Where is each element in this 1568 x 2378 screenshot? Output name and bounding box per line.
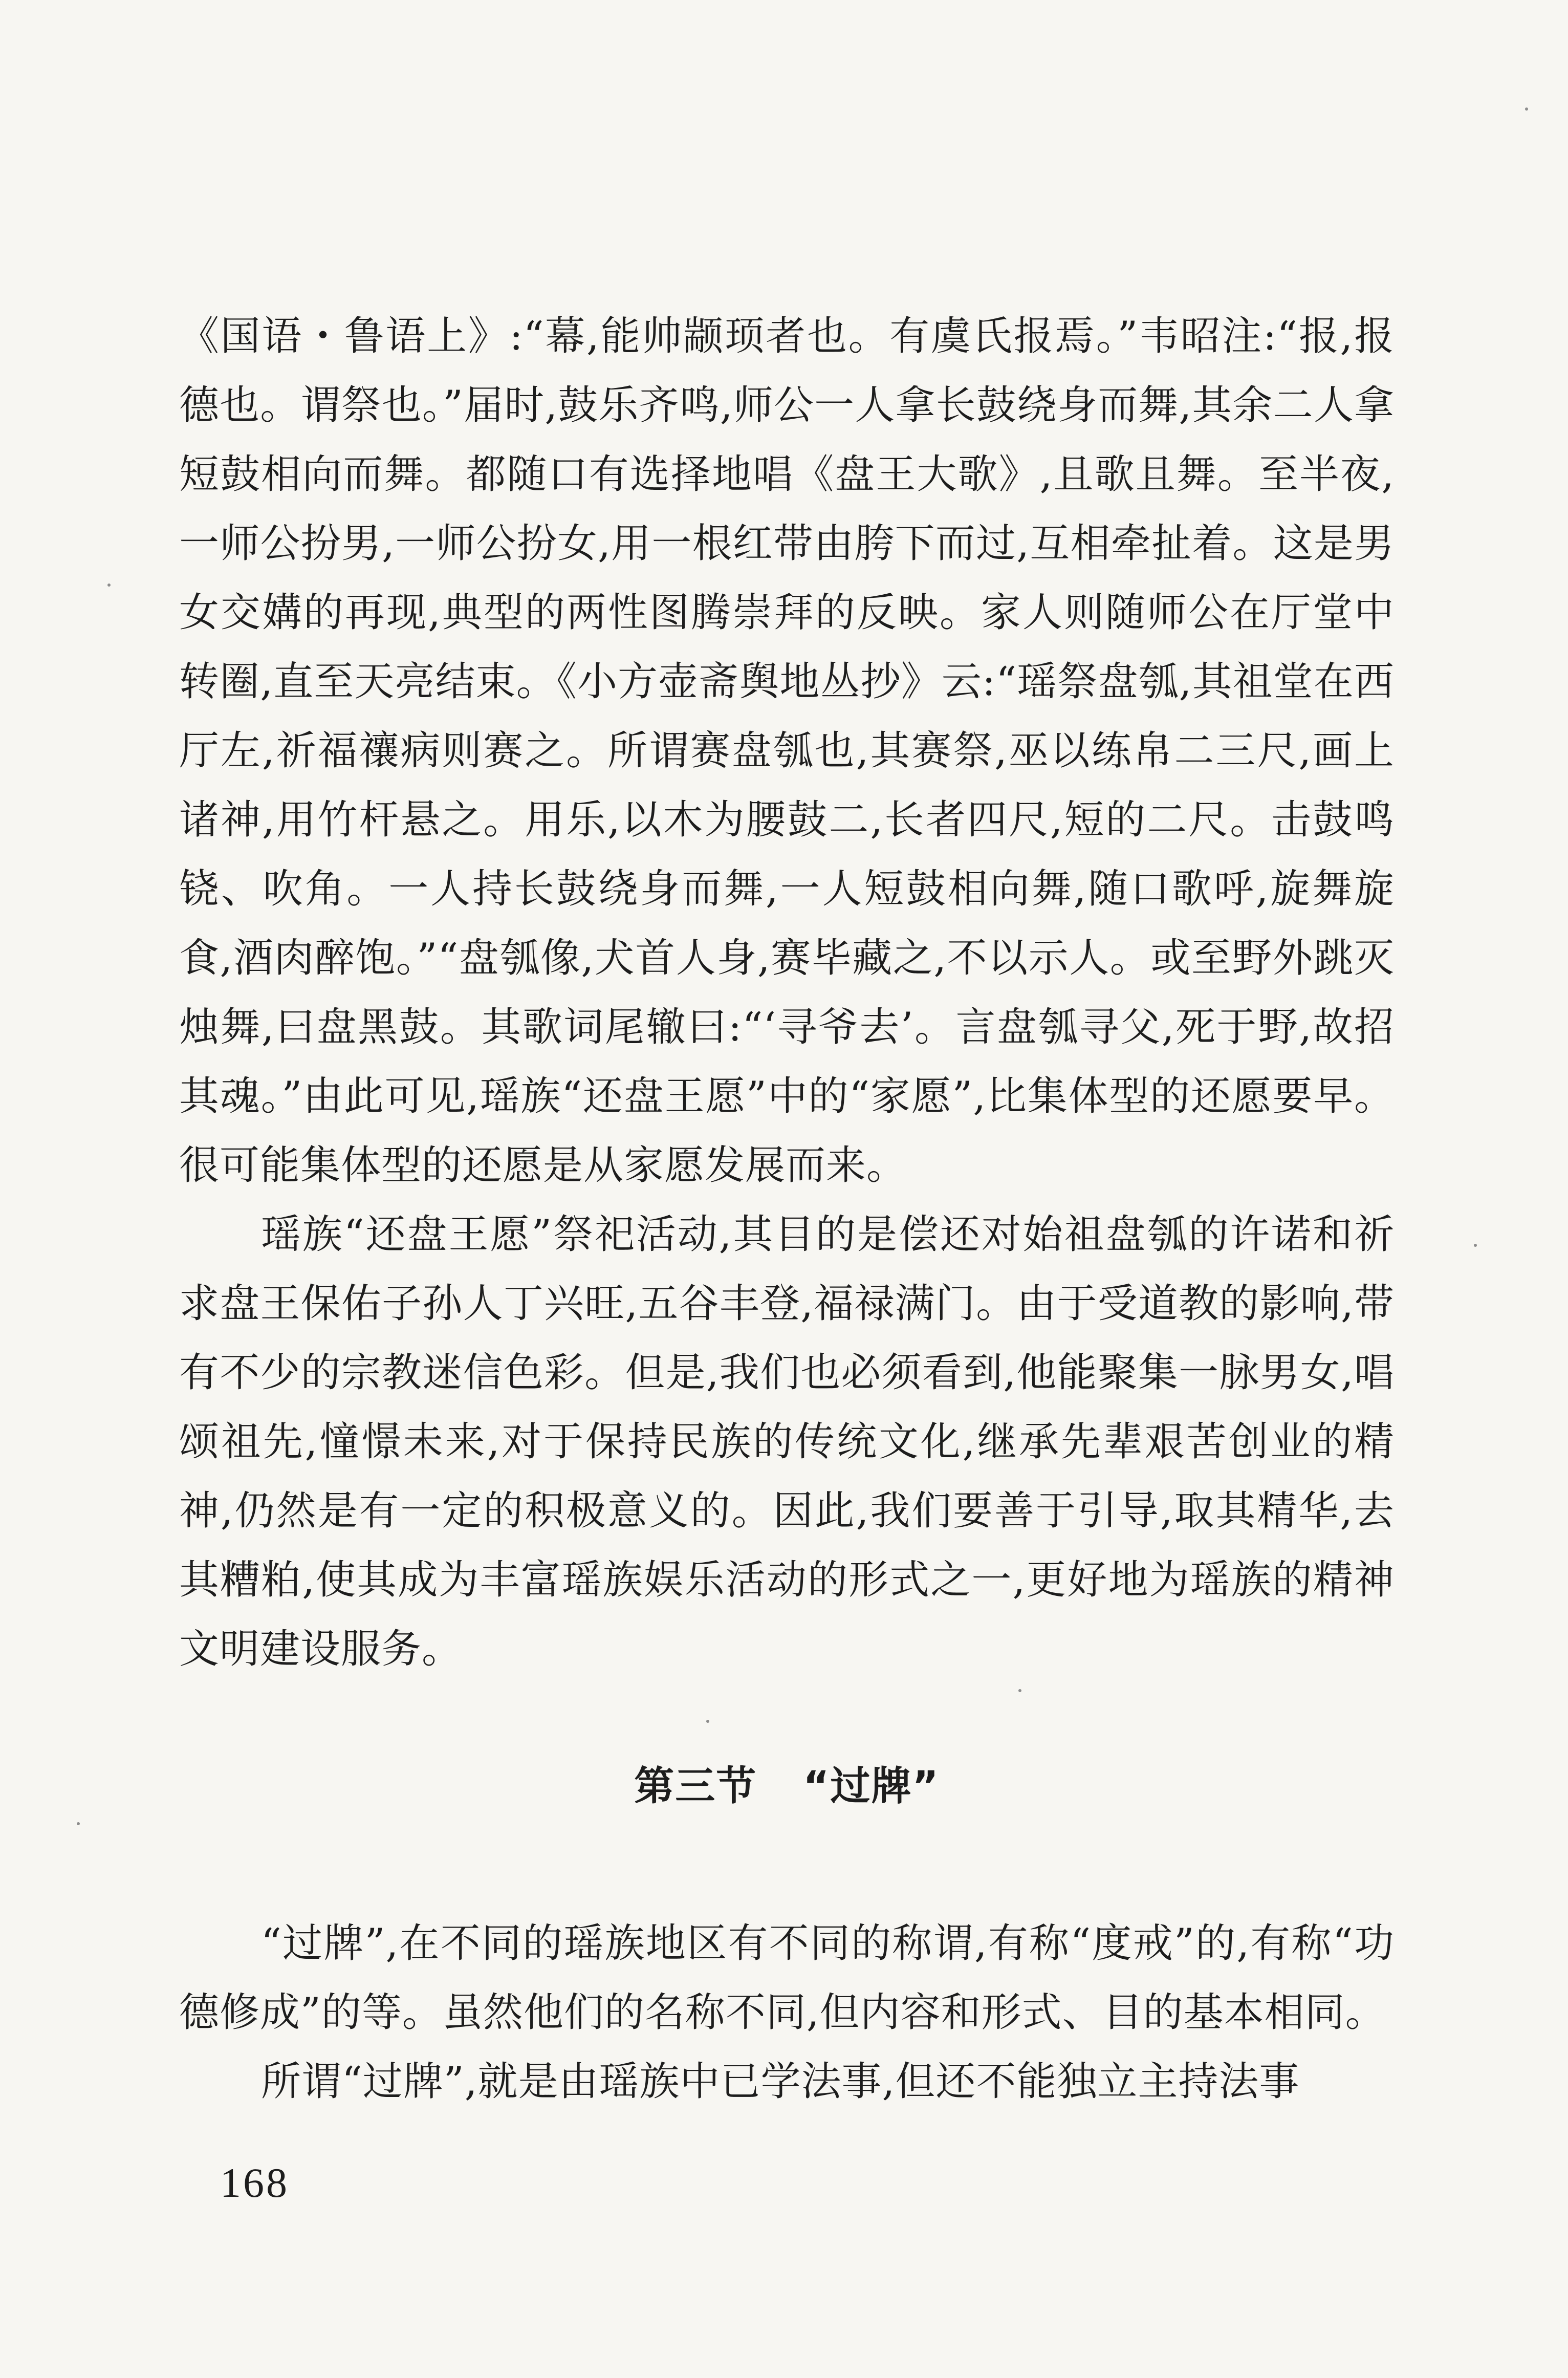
section-title: “过牌” <box>803 1763 940 1809</box>
paragraph-2: 瑶族“还盘王愿”祭祀活动,其目的是偿还对始祖盘瓠的许诺和祈求盘王保佑子孙人丁兴旺,五谷丰登,福禄满门。由于受道教的影响,带有不少的宗教迷信色彩。但是,我们也必须看到,他能聚集一脉男女,唱颂祖先,憧憬未来,对于保持民族的传统文化,继承先辈艰苦创业的精神,仍然是有一定的积极意义的。因此,我们要善于引导,取其精华,去其糟粕,使其成为丰富瑶族娱乐活动的形式之一,更好地为瑶族的精神文明建设服务。 <box>179 1212 1395 1672</box>
section-paragraph-1: “过牌”,在不同的瑶族地区有不同的称谓,有称“度戒”的,有称“功德修成”的等。虽然他们的名称不同,但内容和形式、目的基本相同。 <box>179 1920 1395 2036</box>
section-heading <box>179 1756 1395 1817</box>
scan-speck <box>706 1720 709 1723</box>
scan-speck <box>1525 107 1528 111</box>
paragraph-1: 《国语・鲁语上》:“幕,能帅颛顼者也。有虞氏报焉。”韦昭注:“报,报德也。谓祭也。”届时,鼓乐齐鸣,师公一人拿长鼓绕身而舞,其余二人拿短鼓相向而舞。都随口有选择地唱《盘王大歌》,且歌且舞。至半夜,一师公扮男,一师公扮女,用一根红带由胯下而过,互相牵扯着。这是男女交媾的再现,典型的两性图腾崇拜的反映。家人则随师公在厅堂中转圈,直至天亮结束。《小方壶斋舆地丛抄》云:“瑶祭盘瓠,其祖堂在西厅左,祈福禳病则赛之。所谓赛盘瓠也,其赛祭,巫以练帛二三尺,画上诸神,用竹杆悬之。用乐,以木为腰鼓二,长者四尺,短的二尺。击鼓鸣铙、吹角。一人持长鼓绕身而舞,一人短鼓相向舞,随口歌呼,旋舞旋食,酒肉醉饱。”“盘瓠像,犬首人身,赛毕藏之,不以示人。或至野外跳灭烛舞,曰盘黑鼓。其歌词尾辙曰:“‘寻爷去’。言盘瓠寻父,死于野,故招其魂。”由此可见,瑶族“还盘王愿”中的“家愿”,比集体型的还愿要早。很可能集体型的还愿是从家愿发展而来。 <box>179 313 1395 1188</box>
section-paragraph-2: 所谓“过牌”,就是由瑶族中已学法事,但还不能独立主持法事 <box>261 2059 1300 2105</box>
section-label: 第三节 <box>634 1763 757 1809</box>
scan-speck <box>77 1822 80 1825</box>
page-number: 168 <box>220 2159 289 2206</box>
scan-speck <box>1474 1244 1477 1247</box>
scan-speck <box>107 583 111 587</box>
scan-speck <box>1018 1689 1021 1692</box>
body-text <box>179 302 1395 2116</box>
